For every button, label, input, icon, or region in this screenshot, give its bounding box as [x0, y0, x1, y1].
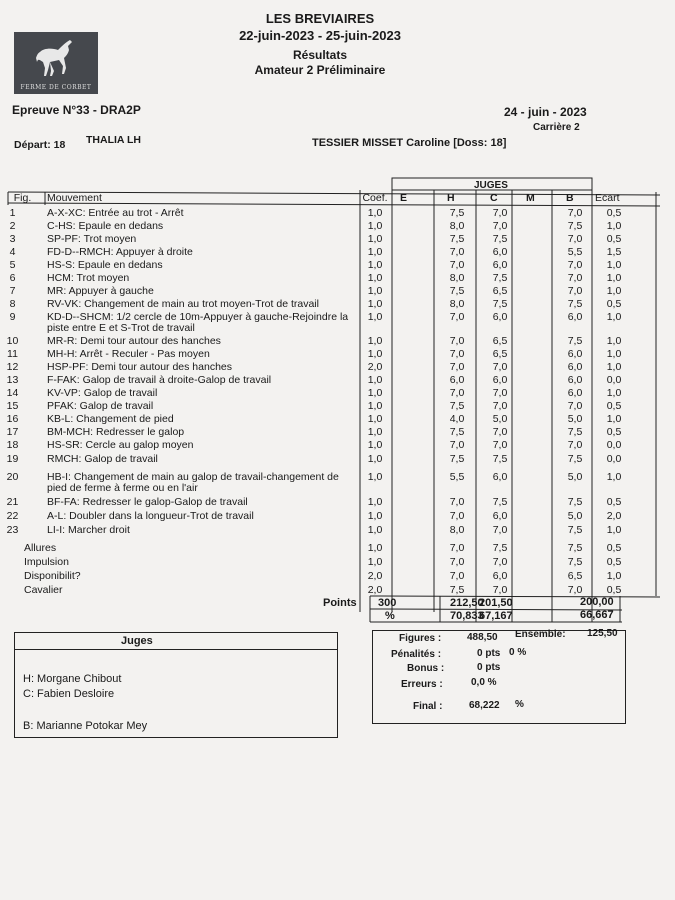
event-dates: 22-juin-2023 - 25-juin-2023 [239, 28, 401, 43]
row-coefficient: 2,0 [367, 570, 383, 582]
row-figure-number: 8 [9, 298, 16, 310]
row-ecart: 0,5 [606, 207, 622, 219]
row-figure-number: 7 [9, 285, 16, 297]
judge-h: H: Morgane Chibout [23, 673, 122, 685]
row-coefficient: 1,0 [367, 259, 383, 271]
row-score-b: 7,5 [567, 524, 583, 536]
row-ecart: 1,5 [606, 246, 622, 258]
row-score-h: 7,5 [449, 285, 465, 297]
final-label: Final : [413, 701, 443, 712]
row-coefficient: 1,0 [367, 348, 383, 360]
row-score-c: 7,0 [492, 426, 508, 438]
row-movement-text: F-FAK: Galop de travail à droite-Galop de travail [47, 374, 272, 386]
row-coefficient: 1,0 [367, 413, 383, 425]
ferme-de-corbet-logo [14, 32, 98, 94]
table-row [0, 399, 660, 413]
points-c: 201,50 [479, 597, 513, 609]
row-score-h: 7,0 [449, 348, 465, 360]
penalites-percent: 0 % [509, 647, 527, 658]
row-ecart: 1,0 [606, 413, 622, 425]
row-score-c: 5,0 [492, 413, 508, 425]
row-ecart: 1,0 [606, 220, 622, 232]
row-score-c: 7,0 [492, 400, 508, 412]
row-score-c: 7,5 [492, 233, 508, 245]
row-figure-number: 5 [9, 259, 16, 271]
row-score-c: 7,0 [492, 220, 508, 232]
row-score-b: 6,0 [567, 374, 583, 386]
row-ecart: 1,0 [606, 471, 622, 483]
row-figure-number: 4 [9, 246, 16, 258]
row-score-b: 7,5 [567, 426, 583, 438]
logo-caption: FERME DE CORBET [20, 84, 92, 91]
percent-b: 66,667 [580, 609, 614, 621]
row-coefficient: 1,0 [367, 426, 383, 438]
row-score-h: 7,0 [449, 259, 465, 271]
row-coefficient: 1,0 [367, 233, 383, 245]
row-movement-text: LI-I: Marcher droit [47, 524, 130, 536]
row-figure-number: 19 [6, 453, 19, 465]
row-score-b: 7,5 [567, 556, 583, 568]
row-figure-number: 2 [9, 220, 16, 232]
row-score-b: 7,0 [567, 207, 583, 219]
points-label: Points [323, 597, 357, 609]
row-figure-number: 11 [7, 348, 18, 360]
row-score-h: 7,0 [449, 361, 465, 373]
row-score-c: 6,5 [492, 285, 508, 297]
row-movement-text: Allures [24, 542, 57, 554]
row-figure-number: 3 [9, 233, 16, 245]
row-score-h: 7,5 [449, 453, 465, 465]
row-score-c: 6,0 [492, 570, 508, 582]
row-ecart: 1,0 [606, 361, 622, 373]
row-score-b: 5,0 [567, 510, 583, 522]
row-figure-number: 18 [6, 439, 19, 451]
row-score-h: 7,0 [449, 335, 465, 347]
judge-c: C: Fabien Desloire [23, 688, 115, 700]
row-score-h: 7,0 [449, 246, 465, 258]
row-ecart: 0,5 [606, 233, 622, 245]
row-ecart: 1,0 [606, 348, 622, 360]
judges-column-heading: JUGES [474, 180, 508, 191]
row-score-c: 7,5 [492, 298, 508, 310]
row-coefficient: 1,0 [367, 556, 383, 568]
percent-h: 70,833 [450, 610, 484, 622]
row-ecart: 1,0 [606, 259, 622, 271]
row-figure-number: 22 [6, 510, 19, 522]
table-row [0, 297, 660, 311]
row-movement-text: SP-PF: Trot moyen [47, 233, 137, 245]
row-movement-text: KB-L: Changement de pied [47, 413, 174, 425]
table-row [0, 271, 660, 285]
row-score-b: 7,0 [567, 233, 583, 245]
row-coefficient: 1,0 [367, 298, 383, 310]
bonus-value: 0 pts [477, 662, 501, 673]
table-row [0, 470, 660, 494]
row-coefficient: 1,0 [367, 471, 383, 483]
bonus-label: Bonus : [407, 663, 445, 674]
row-score-b: 7,0 [567, 584, 583, 596]
row-score-h: 7,5 [449, 584, 465, 596]
row-score-h: 6,0 [449, 374, 465, 386]
row-score-c: 6,0 [492, 510, 508, 522]
row-score-h: 7,0 [449, 311, 465, 323]
row-coefficient: 1,0 [367, 374, 383, 386]
row-movement-text: MR-R: Demi tour autour des hanches [47, 335, 221, 347]
row-score-c: 7,0 [492, 584, 508, 596]
row-score-h: 5,5 [449, 471, 465, 483]
row-coefficient: 1,0 [367, 439, 383, 451]
header-ecart: Ecart [595, 192, 620, 204]
row-ecart: 0,0 [606, 453, 622, 465]
row-movement-text: Impulsion [24, 556, 69, 568]
horse-name: THALIA LH [86, 134, 142, 146]
row-ecart: 0,5 [606, 556, 622, 568]
row-coefficient: 1,0 [367, 220, 383, 232]
table-row [0, 232, 660, 246]
epreuve-label: Epreuve N°33 - DRA2P [12, 103, 141, 117]
row-coefficient: 2,0 [367, 584, 383, 596]
table-row [0, 347, 660, 361]
horse-icon [32, 38, 80, 78]
row-movement-text: HCM: Trot moyen [47, 272, 130, 284]
row-movement-text: KV-VP: Galop de travail [47, 387, 158, 399]
row-score-c: 7,5 [492, 542, 508, 554]
points-h: 212,50 [450, 597, 484, 609]
row-score-b: 5,0 [567, 471, 583, 483]
row-score-c: 7,0 [492, 556, 508, 568]
row-score-b: 7,0 [567, 272, 583, 284]
row-movement-text: piste entre E et S-Trot de travail [47, 322, 195, 334]
row-score-h: 8,0 [449, 272, 465, 284]
row-score-b: 7,0 [567, 259, 583, 271]
row-score-c: 6,0 [492, 246, 508, 258]
row-ecart: 0,0 [606, 374, 622, 386]
row-score-c: 7,5 [492, 496, 508, 508]
table-row [0, 438, 660, 452]
row-figure-number: 20 [6, 471, 19, 483]
row-score-c: 7,5 [492, 272, 508, 284]
row-movement-text: Cavalier [24, 584, 63, 596]
row-coefficient: 1,0 [367, 246, 383, 258]
table-row [0, 412, 660, 426]
row-score-b: 7,5 [567, 453, 583, 465]
row-coefficient: 2,0 [367, 361, 383, 373]
row-coefficient: 1,0 [367, 496, 383, 508]
row-figure-number: 17 [6, 426, 19, 438]
row-coefficient: 1,0 [367, 510, 383, 522]
row-movement-text: PFAK: Galop de travail [47, 400, 154, 412]
row-score-b: 7,5 [567, 335, 583, 347]
row-movement-text: RMCH: Galop de travail [47, 453, 158, 465]
row-score-c: 6,0 [492, 259, 508, 271]
row-figure-number: 15 [6, 400, 19, 412]
row-score-b: 6,0 [567, 387, 583, 399]
table-row [0, 583, 660, 597]
percent-c: 67,167 [479, 610, 513, 622]
header-m: M [526, 192, 535, 204]
row-ecart: 1,0 [606, 285, 622, 297]
row-movement-text: HS-S: Epaule en dedans [47, 259, 163, 271]
row-figure-number: 14 [6, 387, 19, 399]
table-row [0, 310, 660, 334]
row-score-c: 6,0 [492, 471, 508, 483]
row-movement-text: A-L: Doubler dans la longueur-Trot de travail [47, 510, 254, 522]
ensemble-value: 125,50 [587, 628, 618, 639]
table-row [0, 541, 660, 555]
row-score-c: 7,0 [492, 387, 508, 399]
table-row [0, 509, 660, 523]
row-score-b: 7,5 [567, 298, 583, 310]
row-score-c: 6,5 [492, 335, 508, 347]
row-score-h: 7,5 [449, 426, 465, 438]
row-ecart: 1,0 [606, 311, 622, 323]
judges-box-title: Juges [121, 635, 153, 647]
row-score-b: 7,0 [567, 285, 583, 297]
row-figure-number: 1 [9, 207, 16, 219]
header-fig: Fig. [13, 192, 32, 204]
row-coefficient: 1,0 [367, 335, 383, 347]
rider-name: TESSIER MISSET Caroline [Doss: 18] [312, 137, 507, 149]
row-movement-text: HS-SR: Cercle au galop moyen [47, 439, 194, 451]
erreurs-label: Erreurs : [401, 679, 443, 690]
table-row [0, 258, 660, 272]
row-coefficient: 1,0 [367, 400, 383, 412]
level-heading: Amateur 2 Préliminaire [254, 63, 386, 77]
row-score-b: 7,5 [567, 220, 583, 232]
percent-label: % [385, 610, 395, 622]
row-score-b: 5,5 [567, 246, 583, 258]
header-c: C [490, 192, 498, 204]
row-movement-text: HB-I: Changement de main au galop de travail-changement de [47, 471, 339, 483]
penalites-label: Pénalités : [391, 649, 442, 660]
row-score-c: 7,0 [492, 524, 508, 536]
table-row [0, 284, 660, 298]
row-score-b: 7,0 [567, 400, 583, 412]
row-coefficient: 1,0 [367, 524, 383, 536]
row-movement-text: Disponibilit? [24, 570, 81, 582]
header-mouvement: Mouvement [47, 192, 102, 204]
row-score-c: 7,0 [492, 207, 508, 219]
table-row [0, 386, 660, 400]
row-figure-number: 6 [9, 272, 16, 284]
row-score-h: 7,0 [449, 510, 465, 522]
row-coefficient: 1,0 [367, 387, 383, 399]
final-value: 68,222 [469, 700, 500, 711]
row-score-b: 6,0 [567, 361, 583, 373]
row-figure-number: 23 [6, 524, 19, 536]
row-movement-text: MR: Appuyer à gauche [47, 285, 154, 297]
table-row [0, 334, 660, 348]
table-row [0, 452, 660, 466]
row-ecart: 0,5 [606, 496, 622, 508]
row-score-h: 8,0 [449, 298, 465, 310]
row-figure-number: 13 [6, 374, 19, 386]
row-ecart: 1,0 [606, 570, 622, 582]
table-row [0, 425, 660, 439]
table-row [0, 245, 660, 259]
judge-b: B: Marianne Potokar Mey [23, 720, 148, 732]
header-h: H [447, 192, 455, 204]
row-score-c: 6,0 [492, 311, 508, 323]
row-ecart: 2,0 [606, 510, 622, 522]
row-ecart: 0,5 [606, 426, 622, 438]
row-score-c: 6,0 [492, 374, 508, 386]
row-ecart: 0,5 [606, 542, 622, 554]
row-figure-number: 9 [9, 311, 16, 323]
row-score-h: 7,0 [449, 387, 465, 399]
row-ecart: 0,0 [606, 439, 622, 451]
venue-title: LES BREVIAIRES [265, 11, 375, 26]
row-score-h: 7,0 [449, 439, 465, 451]
row-score-h: 8,0 [449, 220, 465, 232]
depart-number: Départ: 18 [14, 139, 66, 151]
row-score-b: 7,0 [567, 439, 583, 451]
row-score-h: 7,0 [449, 556, 465, 568]
row-movement-text: MH-H: Arrêt - Reculer - Pas moyen [47, 348, 210, 360]
table-row [0, 219, 660, 233]
final-percent: % [515, 699, 524, 710]
row-coefficient: 1,0 [367, 285, 383, 297]
row-score-c: 6,5 [492, 348, 508, 360]
row-ecart: 0,5 [606, 584, 622, 596]
row-movement-text: BF-FA: Redresser le galop-Galop de travail [47, 496, 248, 508]
arena-label: Carrière 2 [533, 122, 580, 133]
row-movement-text: pied de ferme à ferme ou en l'air [47, 482, 198, 494]
row-movement-text: A-X-XC: Entrée au trot - Arrêt [47, 207, 184, 219]
row-figure-number: 10 [6, 335, 19, 347]
points-b: 200,00 [580, 596, 614, 608]
header-e: E [400, 192, 408, 204]
table-header-row [0, 191, 660, 205]
erreurs-value: 0,0 % [471, 677, 497, 688]
row-score-h: 7,0 [449, 542, 465, 554]
row-coefficient: 1,0 [367, 272, 383, 284]
table-row [0, 495, 660, 509]
row-score-c: 7,0 [492, 439, 508, 451]
row-score-c: 7,5 [492, 453, 508, 465]
row-coefficient: 1,0 [367, 311, 383, 323]
row-ecart: 1,0 [606, 335, 622, 347]
row-score-c: 7,0 [492, 361, 508, 373]
figures-label: Figures : [399, 633, 442, 644]
row-score-h: 4,0 [449, 413, 465, 425]
table-row [0, 555, 660, 569]
row-movement-text: HSP-PF: Demi tour autour des hanches [47, 361, 233, 373]
row-movement-text: BM-MCH: Redresser le galop [47, 426, 185, 438]
ensemble-label: Ensemble: [515, 629, 566, 640]
row-figure-number: 12 [6, 361, 19, 373]
row-figure-number: 21 [6, 496, 19, 508]
points-coef: 300 [378, 597, 397, 609]
row-score-h: 7,5 [449, 207, 465, 219]
results-heading: Résultats [292, 48, 348, 62]
table-row [0, 360, 660, 374]
judges-box [14, 632, 338, 738]
row-movement-text: RV-VK: Changement de main au trot moyen-Trot de travail [47, 298, 319, 310]
row-score-h: 7,5 [449, 233, 465, 245]
row-score-b: 6,0 [567, 311, 583, 323]
summary-box [372, 630, 626, 724]
row-score-b: 6,0 [567, 348, 583, 360]
table-row [0, 569, 660, 583]
header-coef: Coef. [362, 192, 388, 204]
table-row [0, 523, 660, 537]
row-score-b: 6,5 [567, 570, 583, 582]
penalites-value: 0 pts [477, 648, 501, 659]
row-score-h: 7,5 [449, 400, 465, 412]
row-movement-text: FD-D--RMCH: Appuyer à droite [47, 246, 193, 258]
competition-date: 24 - juin - 2023 [504, 105, 587, 119]
row-coefficient: 1,0 [367, 542, 383, 554]
row-score-h: 8,0 [449, 524, 465, 536]
row-coefficient: 1,0 [367, 453, 383, 465]
row-score-h: 7,0 [449, 570, 465, 582]
row-ecart: 1,0 [606, 524, 622, 536]
row-score-b: 7,5 [567, 542, 583, 554]
row-ecart: 1,0 [606, 272, 622, 284]
row-ecart: 0,5 [606, 298, 622, 310]
row-score-b: 7,5 [567, 496, 583, 508]
table-row [0, 373, 660, 387]
header-b: B [566, 192, 574, 204]
row-movement-text: KD-D--SHCM: 1/2 cercle de 10m-Appuyer à gauche-Rejoindre la [47, 311, 349, 323]
table-row [0, 206, 660, 220]
figures-value: 488,50 [467, 632, 498, 643]
row-ecart: 0,5 [606, 400, 622, 412]
row-movement-text: C-HS: Epaule en dedans [47, 220, 164, 232]
row-score-b: 5,0 [567, 413, 583, 425]
row-score-h: 7,0 [449, 496, 465, 508]
row-ecart: 1,0 [606, 387, 622, 399]
row-figure-number: 16 [6, 413, 19, 425]
row-coefficient: 1,0 [367, 207, 383, 219]
